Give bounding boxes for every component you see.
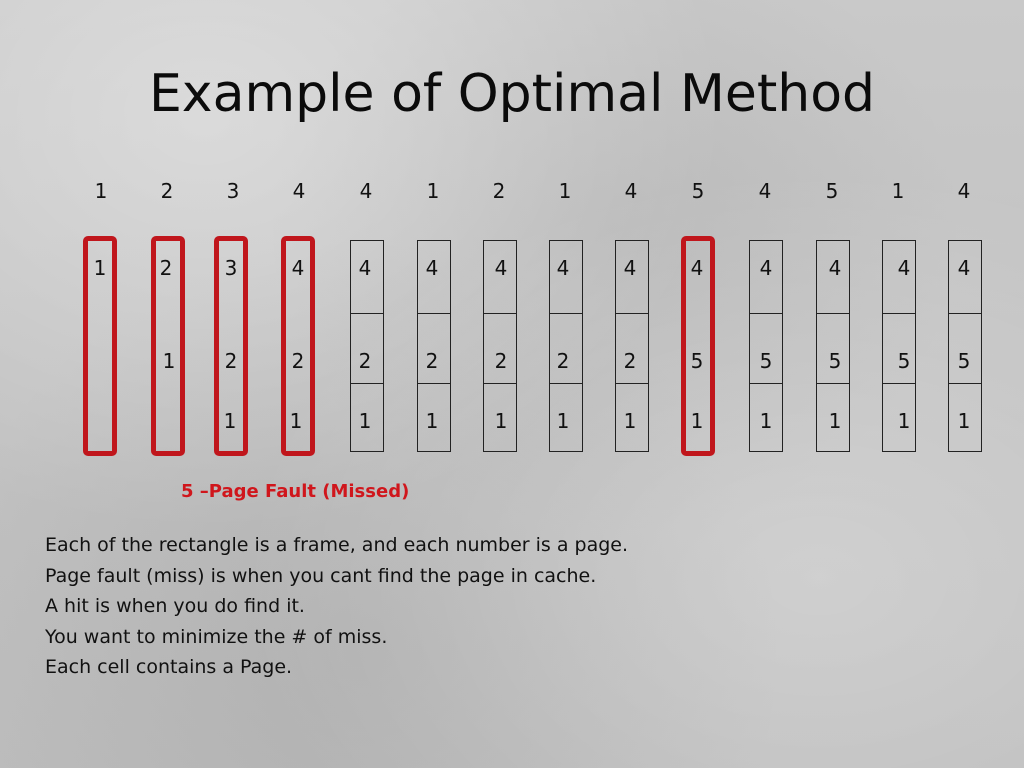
- frame-page-value: 5: [897, 349, 911, 373]
- reference-page: 3: [226, 179, 240, 203]
- frame-page-value: 2: [291, 349, 305, 373]
- note-line: Each of the rectangle is a frame, and each number is a page.: [45, 534, 629, 556]
- reference-page: 5: [825, 179, 839, 203]
- frame-page-value: 1: [358, 409, 372, 433]
- slide-title: Example of Optimal Method: [148, 64, 876, 124]
- frame-page-value: 4: [690, 256, 704, 280]
- frame-page-value: 1: [957, 409, 971, 433]
- reference-page: 4: [624, 179, 638, 203]
- frame-page-value: 4: [358, 256, 372, 280]
- frame-page-value: 2: [358, 349, 372, 373]
- reference-page: 4: [758, 179, 772, 203]
- reference-page: 2: [492, 179, 506, 203]
- frame-page-value: 1: [162, 349, 176, 373]
- frame-page-value: 2: [494, 349, 508, 373]
- notes: [45, 530, 628, 683]
- frame-page-value: 4: [425, 256, 439, 280]
- frame-page-value: 4: [759, 256, 773, 280]
- reference-page: 5: [691, 179, 705, 203]
- frame-page-value: 1: [828, 409, 842, 433]
- frame-page-value: 1: [289, 409, 303, 433]
- frame-page-value: 5: [957, 349, 971, 373]
- frame-page-value: 5: [759, 349, 773, 373]
- frame-page-value: 2: [623, 349, 637, 373]
- note-line: You want to minimize the # of miss.: [45, 625, 388, 648]
- frame-page-value: 4: [556, 256, 570, 280]
- note-line: A hit is when you do find it.: [45, 595, 305, 617]
- frame-page-value: 4: [623, 256, 637, 280]
- frame-page-value: 5: [828, 349, 842, 373]
- frame-page-value: 1: [494, 409, 508, 433]
- frame-page-value: 1: [759, 409, 773, 433]
- frame-page-value: 2: [425, 349, 439, 373]
- frame-page-value: 2: [224, 349, 238, 373]
- note-line: Page fault (miss) is when you cant find the page in cache.: [45, 564, 597, 587]
- note-line: Each cell contains a Page.: [45, 656, 293, 678]
- reference-page: 2: [160, 179, 174, 203]
- frame-page-value: 5: [690, 349, 704, 373]
- frame-page-value: 1: [897, 409, 911, 433]
- reference-page: 4: [359, 179, 373, 203]
- frame-page-value: 1: [93, 256, 107, 280]
- fault-summary: 5 –Page Fault (Missed): [181, 481, 410, 502]
- reference-page: 4: [292, 179, 306, 203]
- reference-page: 1: [426, 179, 440, 203]
- frame-page-value: 4: [897, 256, 911, 280]
- frame-page-value: 1: [223, 409, 237, 433]
- frame-page-value: 2: [159, 256, 173, 280]
- reference-page: 4: [957, 179, 971, 203]
- frame-page-value: 1: [556, 409, 570, 433]
- reference-page: 1: [891, 179, 905, 203]
- frame-page-value: 4: [291, 256, 305, 280]
- frame-page-value: 3: [224, 256, 238, 280]
- frame-page-value: 1: [425, 409, 439, 433]
- frame-page-value: 4: [494, 256, 508, 280]
- frame-page-value: 4: [957, 256, 971, 280]
- frame-page-value: 1: [623, 409, 637, 433]
- reference-page: 1: [558, 179, 572, 203]
- frame-page-value: 4: [828, 256, 842, 280]
- frame-page-value: 2: [556, 349, 570, 373]
- reference-page: 1: [94, 179, 108, 203]
- frame-page-value: 1: [690, 409, 704, 433]
